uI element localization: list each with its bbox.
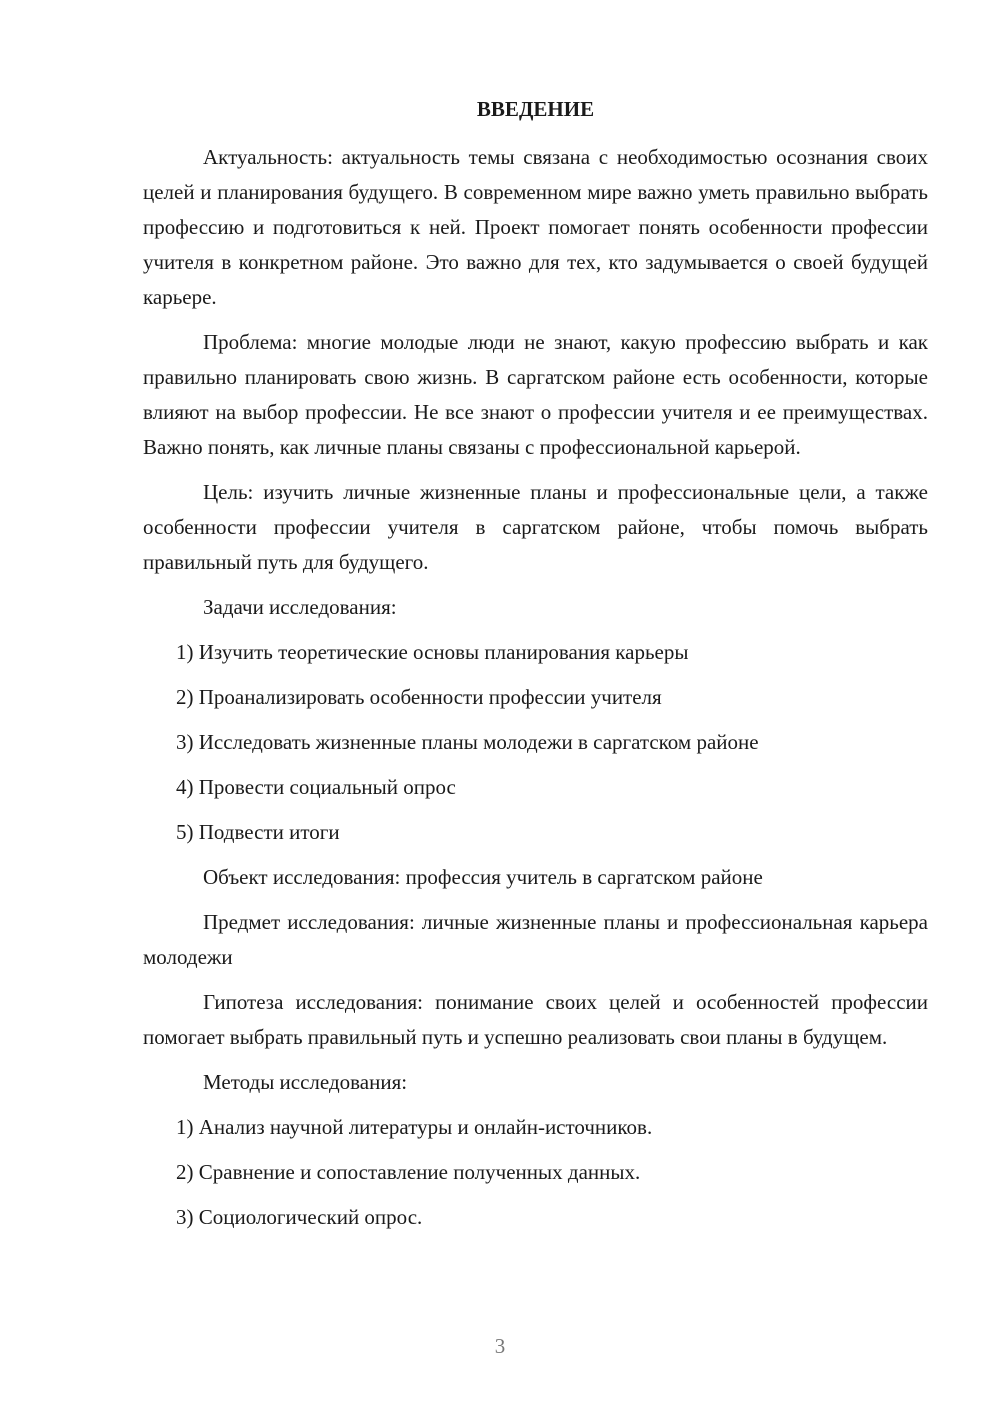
list-item: 3) Исследовать жизненные планы молодежи в саргатском районе <box>176 730 759 754</box>
object-paragraph: Объект исследования: профессия учитель в саргатском районе <box>203 865 763 889</box>
page-title: ВВЕДЕНИЕ <box>476 97 595 121</box>
list-item: 1) Анализ научной литературы и онлайн-источников. <box>176 1115 653 1139</box>
document-page <box>143 92 928 1245</box>
tasks-heading: Задачи исследования: <box>203 595 397 619</box>
list-item: 2) Проанализировать особенности профессии учителя <box>176 685 662 709</box>
methods-list <box>143 1110 928 1235</box>
list-item: 3) Социологический опрос. <box>176 1205 423 1229</box>
methods-heading: Методы исследования: <box>203 1070 408 1094</box>
hypothesis-paragraph: Гипотеза исследования: понимание своих целей и особенностей профессии помогает выбрать правильный путь и успешно реализовать свои планы в будущем. <box>143 990 928 1049</box>
page-number: 3 <box>494 1334 506 1358</box>
subject-paragraph: Предмет исследования: личные жизненные планы и профессиональная карьера молодежи <box>143 910 928 969</box>
goal-paragraph: Цель: изучить личные жизненные планы и профессиональные цели, а также особенности профессии учителя в саргатском районе, чтобы помочь выбрать правильный путь для будущего. <box>143 480 928 574</box>
list-item: 1) Изучить теоретические основы планирования карьеры <box>176 640 689 664</box>
tasks-list <box>143 635 928 850</box>
list-item: 5) Подвести итоги <box>176 820 340 844</box>
relevance-paragraph: Актуальность: актуальность темы связана с необходимостью осознания своих целей и планирования будущего. В современном мире важно уметь правильно выбрать профессию и подготовиться к ней. Проект помогает понять особенности профессии учителя в конкретном районе. Это важно для тех, кто задумывается о своей будущей карьере. <box>143 145 928 309</box>
list-item: 2) Сравнение и сопоставление полученных данных. <box>176 1160 641 1184</box>
list-item: 4) Провести социальный опрос <box>176 775 456 799</box>
problem-paragraph: Проблема: многие молодые люди не знают, какую профессию выбрать и как правильно планировать свою жизнь. В саргатском районе есть особенности, которые влияют на выбор профессии. Не все знают о профессии учителя и ее преимуществах. Важно понять, как личные планы связаны с профессиональной карьерой. <box>143 330 928 459</box>
